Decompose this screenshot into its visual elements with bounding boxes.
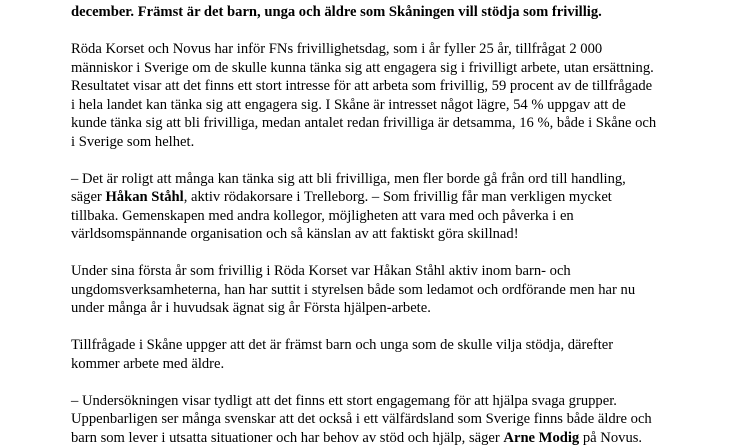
paragraph-skane-groups bbox=[71, 336, 746, 373]
text-line: – Det är roligt att många kan tänka sig att bli frivilliga, men fler borde gå från ord till handling, bbox=[71, 170, 746, 189]
text-line: i hela landet kan tänka sig att engagera sig. I Skåne är intresset något lägre, 54 % uppgav att de bbox=[71, 96, 746, 115]
text-line: Röda Korset och Novus har inför FNs frivillighetsdag, som i år fyller 25 år, tillfrågat 2 000 bbox=[71, 40, 746, 59]
person-name-hakan-stahl: Håkan Ståhl bbox=[105, 189, 183, 205]
text-line: kunde tänka sig att bli frivilliga, medan antalet redan frivilliga är detsamma, 16 %, både i Skåne och bbox=[71, 114, 746, 133]
text-line: – Undersökningen visar tydligt att det finns ett stort engagemang för att hjälpa svaga grupper. bbox=[71, 392, 746, 411]
paragraph-survey bbox=[71, 40, 746, 151]
text-segment: , aktiv rödakorsare i Trelleborg. – Som frivillig får man verkligen mycket bbox=[184, 189, 612, 205]
paragraph-intro-end bbox=[71, 3, 746, 22]
paragraph-gap bbox=[71, 318, 746, 337]
person-name-arne-modig: Arne Modig bbox=[503, 430, 579, 446]
text-line: människor i Sverige om de skulle kunna tänka sig att engagera sig i frivilligt arbete, utan ersättning. bbox=[71, 59, 746, 78]
text-line bbox=[71, 429, 746, 447]
text-line: december. Främst är det barn, unga och äldre som Skåningen vill stödja som frivillig. bbox=[71, 3, 746, 22]
text-line bbox=[71, 188, 746, 207]
paragraph-gap bbox=[71, 151, 746, 170]
paragraph-stahl-background bbox=[71, 262, 746, 318]
text-line: i Sverige som helhet. bbox=[71, 133, 746, 152]
document-body bbox=[71, 3, 746, 447]
text-line: världsomspännande organisation och så känslan av att faktiskt göra skillnad! bbox=[71, 225, 746, 244]
text-segment: säger bbox=[71, 189, 105, 205]
paragraph-gap bbox=[71, 22, 746, 41]
text-line: under många år i huvudsak ägnat sig år Första hjälpen-arbete. bbox=[71, 299, 746, 318]
text-line: Uppenbarligen ser många svenskar att det också i ett välfärdsland som Sverige finns både äldre och bbox=[71, 410, 746, 429]
text-segment: barn som lever i utsatta situationer och har behov av stöd och hjälp, säger bbox=[71, 430, 503, 446]
paragraph-quote-modig bbox=[71, 392, 746, 447]
text-line: Tillfrågade i Skåne uppger att det är främst barn och unga som de skulle vilja stödja, därefter bbox=[71, 336, 746, 355]
text-line: Resultatet visar att det finns ett stort intresse för att arbeta som frivillig, 59 procent av de tillfrågade bbox=[71, 77, 746, 96]
text-line: kommer arbete med äldre. bbox=[71, 355, 746, 374]
text-line: Under sina första år som frivillig i Röda Korset var Håkan Ståhl aktiv inom barn- och bbox=[71, 262, 746, 281]
text-segment: på Novus. bbox=[579, 430, 642, 446]
paragraph-quote-stahl bbox=[71, 170, 746, 244]
paragraph-gap bbox=[71, 244, 746, 263]
text-line: tillbaka. Gemenskapen med andra kollegor, möjligheten att vara med och påverka i en bbox=[71, 207, 746, 226]
paragraph-gap bbox=[71, 373, 746, 392]
text-line: ungdomsverksamheterna, han har suttit i styrelsen både som ledamot och ordförande men har nu bbox=[71, 281, 746, 300]
